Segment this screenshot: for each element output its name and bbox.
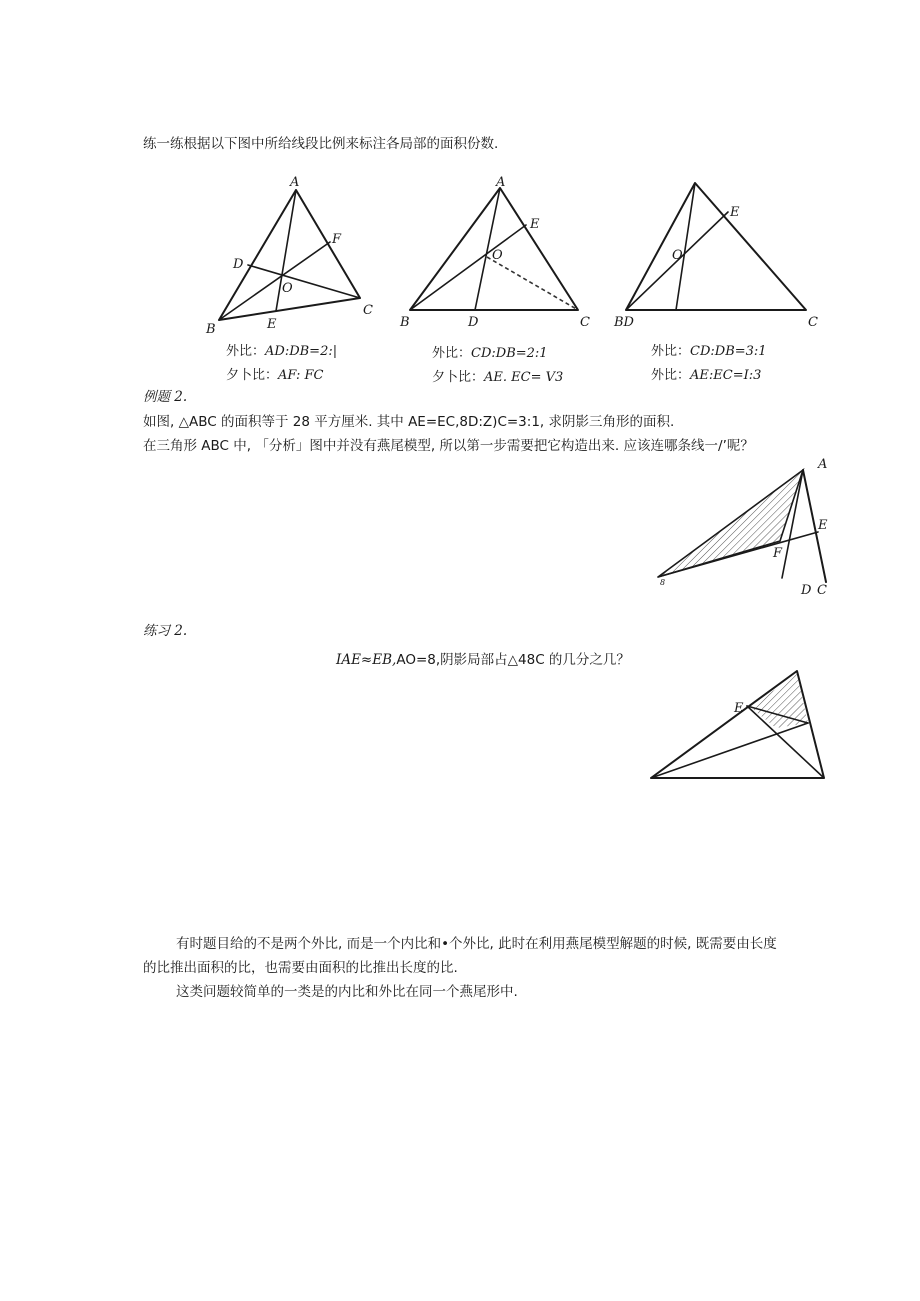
fig2-label-C: C [580,315,590,330]
closing-para2: 这类问题较简单的一类是的内比和外比在同一个燕尾形中. [176,984,518,1000]
example2-label-B: 8 [660,578,666,587]
fig3-label-BD: BD [614,315,634,330]
closing-para1-line1: 有时题目给的不是两个外比, 而是一个内比和•个外比, 此时在利用燕尾模型解题的时候, 既需要由长度 [176,936,777,952]
example2-title: 例题 2. [143,389,188,405]
fig3-ratio-1: 外比：CD:DB=3:1 [651,344,767,359]
fig2-label-D: D [468,315,479,330]
fig3-ratio-2: 外比：AE:EC=I:3 [651,368,762,383]
fig1-label-D: D [233,257,244,272]
fig3-label-C: C [808,315,818,330]
fig1-label-A: A [290,175,300,190]
fig1-label-E: E [267,317,277,332]
fig2-ratio-2: 夕卜比：AE. EC= V3 [432,370,564,385]
fig2-ratio-1: 外比：CD:DB=2:1 [432,346,548,361]
closing-para1-line2: 的比推出面积的比，也需要由面积的比推出长度的比. [143,960,458,976]
fig1-label-C: C [363,303,373,318]
fig3-label-O: O [672,248,683,263]
practice-intro: 练一练根据以下图中所给线段比例来标注各局部的面积份数. [143,136,499,152]
fig2-label-B: B [400,315,410,330]
practice2-label-E: E [734,701,744,716]
example2-label-F: F [773,546,783,561]
practice2-problem: IAE≈EB,AO=8,阴影局部占△48C 的几分之几？ [336,652,630,668]
fig1-label-O: O [282,281,293,296]
fig2-label-O: O [492,248,503,263]
example2-label-D: D [801,583,812,598]
fig3-label-E: E [730,205,740,220]
fig1-label-F: F [332,232,342,247]
fig1-label-B: B [206,322,216,337]
fig2-label-A: A [496,175,506,190]
practice2-title: 练习 2. [143,623,188,639]
example2-problem: 如图, △ABC 的面积等于 28 平方厘米. 其中 AE=EC,8D:Z)C=3:1, 求阴影三角形的面积. [143,414,675,430]
example2-analysis: 在三角形 ABC 中, 「分析」图中并没有燕尾模型, 所以第一步需要把它构造出来. 应该连哪条线一/’呢？ [143,438,754,454]
practice2-line-bm [651,723,808,778]
example2-label-C: C [817,583,827,598]
example2-label-E: E [818,518,828,533]
example2-label-A: A [818,457,828,472]
fig2-label-E: E [530,217,540,232]
fig1-ratio-2: 夕卜比：AF: FC [226,368,324,383]
fig1-ratio-1: 外比：AD:DB=2:| [226,344,338,359]
